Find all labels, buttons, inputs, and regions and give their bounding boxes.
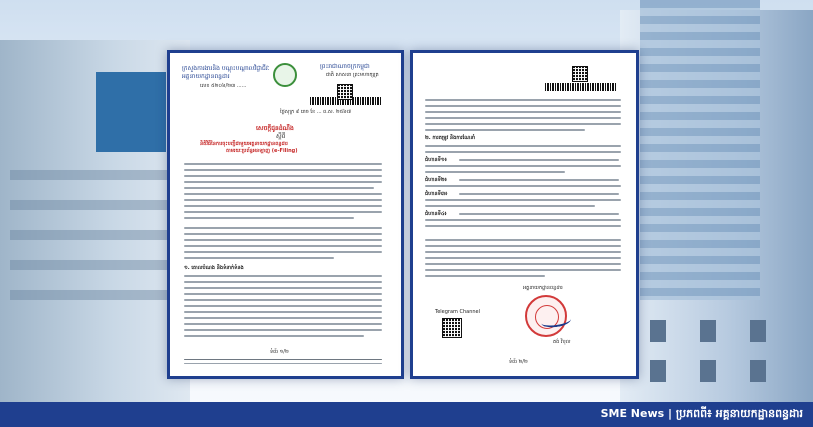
barcode-icon	[545, 83, 617, 91]
text-line	[184, 187, 374, 189]
text-line	[425, 219, 621, 221]
text-line	[184, 293, 382, 295]
footer-divider	[184, 359, 382, 360]
text-line	[425, 269, 621, 271]
text-line	[425, 239, 621, 241]
text-line	[184, 211, 382, 213]
building-right-window	[650, 320, 666, 342]
building-left-window-row	[10, 170, 170, 180]
text-line	[425, 123, 621, 125]
page-number: ទំព័រ ១/២	[270, 349, 289, 355]
building-left-window-row	[10, 200, 170, 210]
text-line	[425, 105, 621, 107]
signer-name: គង់ វិបុល	[553, 339, 571, 345]
qr-code-icon	[573, 67, 587, 81]
text-line	[184, 311, 382, 313]
text-line	[425, 275, 545, 277]
text-line	[184, 169, 382, 171]
text-line	[425, 111, 621, 113]
text-line	[425, 257, 621, 259]
text-line	[184, 335, 364, 337]
text-line	[425, 129, 585, 131]
text-line	[184, 287, 382, 289]
text-line	[184, 239, 382, 241]
text-line	[425, 117, 621, 119]
step-3-label: ជំហានទី៣៖	[425, 191, 448, 197]
text-line	[184, 323, 382, 325]
kingdom-title: ព្រះរាជាណាចក្រកម្ពុជា	[320, 63, 370, 70]
text-line	[425, 199, 621, 201]
text-line	[425, 99, 621, 101]
department-name: អគ្គនាយកដ្ឋានពន្ធដារ	[182, 73, 230, 80]
text-line	[184, 245, 382, 247]
building-right-window	[750, 320, 766, 342]
text-line	[184, 181, 382, 183]
step-1-label: ជំហានទី១៖	[425, 157, 447, 163]
building-left-sign	[96, 72, 166, 152]
text-line	[184, 275, 382, 277]
notice-heading: សេចក្តីជូនដំណឹង	[256, 125, 294, 132]
text-line	[459, 179, 619, 181]
text-line	[425, 151, 621, 153]
text-line	[184, 251, 382, 253]
building-left-window-row	[10, 290, 170, 300]
footer-text-line	[184, 363, 382, 364]
section-2-heading: ២. ការតម្រូវ និងការណែនាំ	[425, 135, 476, 141]
text-line	[184, 217, 354, 219]
telegram-qr-code-icon	[443, 319, 461, 337]
building-right-window	[700, 320, 716, 342]
kingdom-motto: ជាតិ សាសនា ព្រះមហាក្សត្រ	[326, 72, 379, 78]
text-line	[184, 193, 382, 195]
document-page-1	[167, 50, 404, 379]
qr-code-icon	[338, 85, 352, 99]
text-line	[184, 257, 334, 259]
reference-number: លេខ ៥២០៦/២៣ ......	[200, 83, 247, 89]
text-line	[425, 245, 621, 247]
text-line	[459, 193, 619, 195]
notice-title-line-1: និតិវិធីនៃការចុះបញ្ជីជាមួយអគ្គនាយកដ្ឋានពន្ធដារ	[200, 141, 288, 147]
text-line	[184, 317, 382, 319]
notice-title-line-2: តាមរយៈប្រព័ន្ធអនឡាញ (e-Filing)	[226, 148, 298, 154]
text-line	[184, 233, 382, 235]
text-line	[459, 213, 619, 215]
signer-title: អគ្គនាយកដ្ឋានពន្ធដារ	[523, 285, 563, 291]
text-line	[425, 263, 621, 265]
footer-band	[0, 402, 813, 427]
text-line	[184, 329, 382, 331]
text-line	[184, 227, 382, 229]
text-line	[184, 199, 382, 201]
building-right-window	[650, 360, 666, 382]
text-line	[425, 251, 621, 253]
text-line	[425, 171, 565, 173]
date-line: ថ្ងៃសុក្រ ៩ រោច ខែ ... ព.ស. ២៥៦៧	[280, 109, 351, 115]
text-line	[425, 225, 621, 227]
building-left-window-row	[10, 260, 170, 270]
text-line	[425, 205, 595, 207]
document-page-2	[410, 50, 639, 379]
notice-subheading: ស្តីពី	[276, 133, 286, 140]
step-4-label: ជំហានទី៤៖	[425, 211, 447, 217]
building-left-window-row	[10, 230, 170, 240]
signature-icon	[540, 313, 571, 329]
text-line	[425, 145, 621, 147]
page-number: ទំព័រ ២/២	[509, 359, 528, 365]
ministry-seal-logo-icon	[273, 63, 297, 87]
text-line	[184, 163, 382, 165]
building-right-window	[750, 360, 766, 382]
text-line	[184, 281, 382, 283]
building-right-glass	[640, 0, 760, 300]
building-right-window	[700, 360, 716, 382]
text-line	[184, 305, 382, 307]
step-2-label: ជំហានទី២៖	[425, 177, 447, 183]
text-line	[425, 165, 621, 167]
source-credit: SME News | ប្រភពពី៖ អគ្គនាយកដ្ឋានពន្ធដារ	[600, 407, 803, 420]
telegram-label: Telegram Channel	[435, 309, 481, 315]
text-line	[425, 185, 621, 187]
text-line	[184, 205, 382, 207]
text-line	[184, 299, 382, 301]
ministry-name: ក្រសួងការងារនិង បណ្តុះបណ្តាលវិជ្ជាជីវៈ	[182, 65, 270, 72]
section-1-heading: ១. គោលបំណង និងទំនាក់ទំនង	[184, 265, 244, 271]
text-line	[459, 159, 619, 161]
text-line	[184, 175, 382, 177]
